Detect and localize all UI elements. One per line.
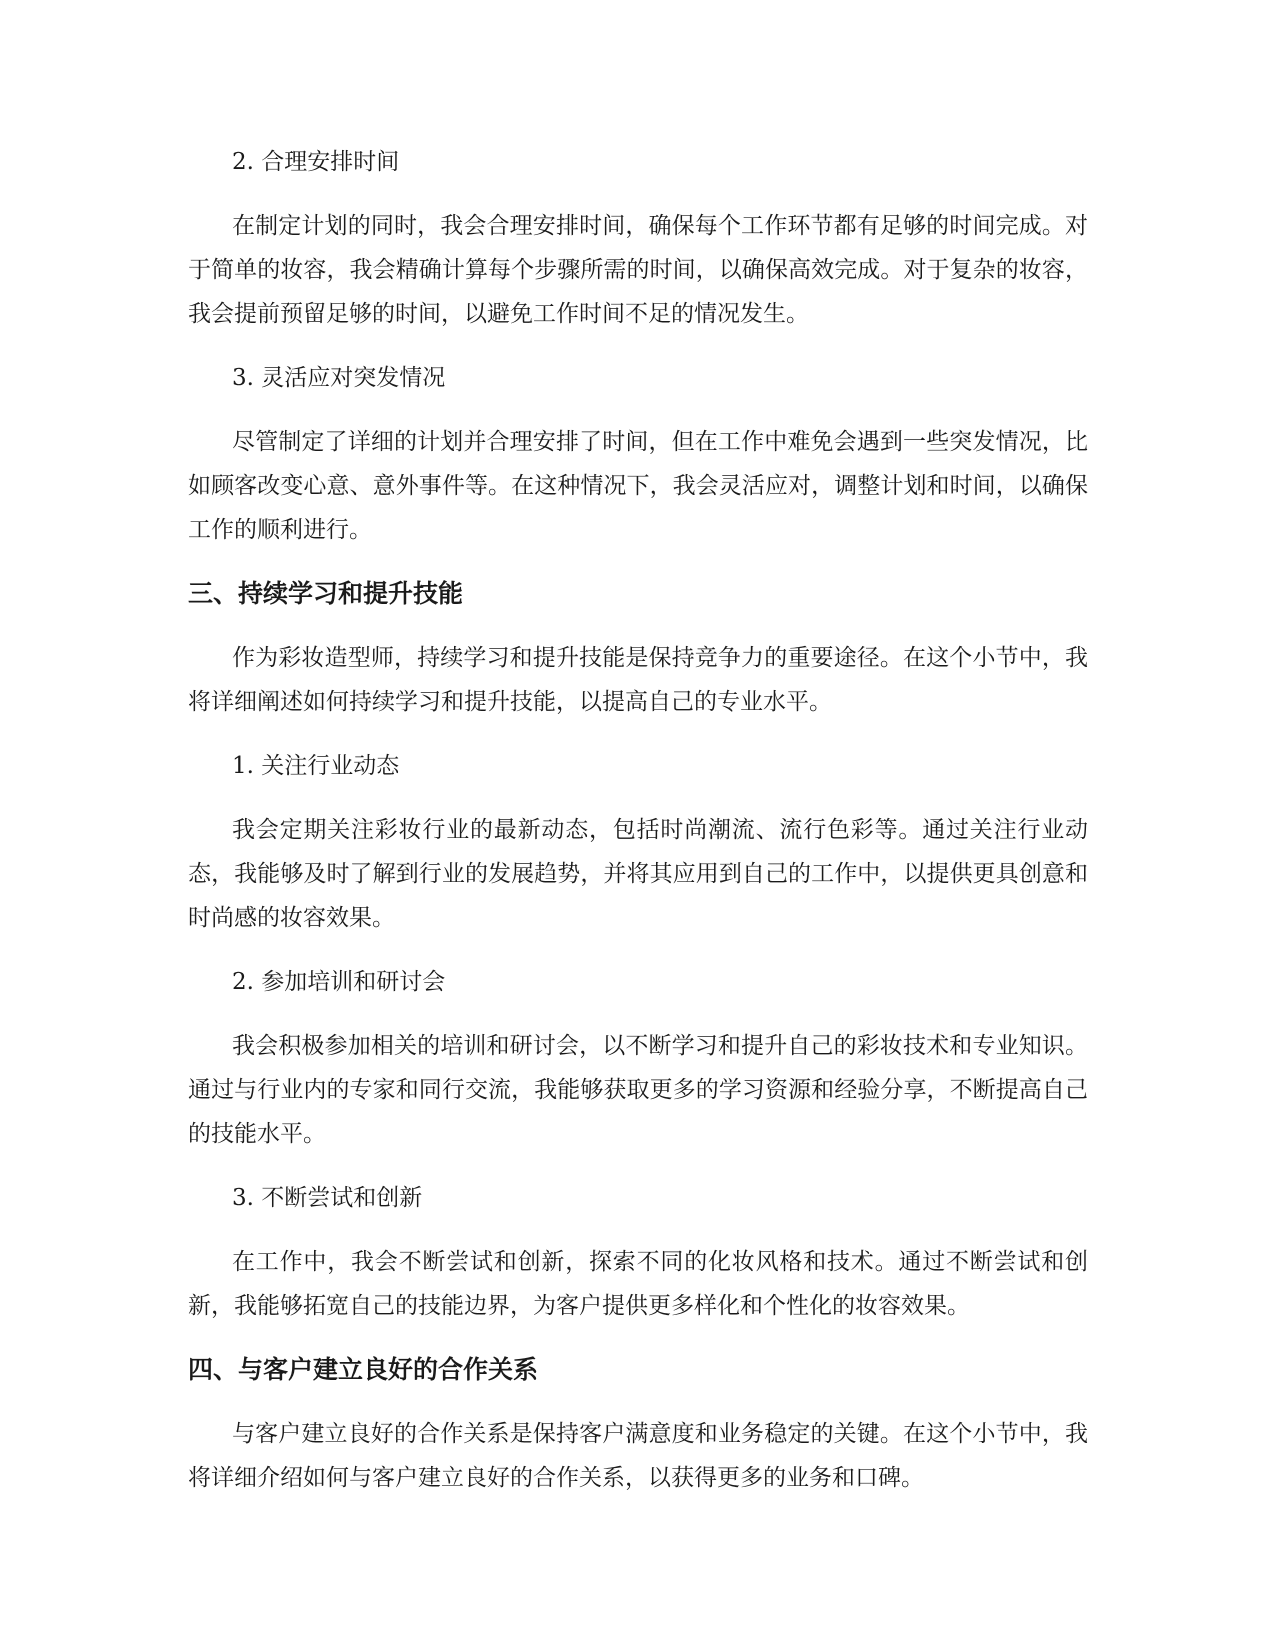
paragraph-industry-trends: 我会定期关注彩妆行业的最新动态，包括时尚潮流、流行色彩等。通过关注行业动态，我能够及时了解到行业的发展趋势，并将其应用到自己的工作中，以提供更具创意和时尚感的妆容效果。 — [188, 817, 1088, 931]
paragraph-learning-intro: 作为彩妆造型师，持续学习和提升技能是保持竞争力的重要途径。在这个小节中，我将详细阐述如何持续学习和提升技能，以提高自己的专业水平。 — [188, 645, 1088, 715]
subsection-innovation: 3. 不断尝试和创新 — [232, 1185, 423, 1211]
paragraph-emergency-handling: 尽管制定了详细的计划并合理安排了时间，但在工作中难免会遇到一些突发情况，比如顾客改变心意、意外事件等。在这种情况下，我会灵活应对，调整计划和时间，以确保工作的顺利进行。 — [188, 429, 1088, 543]
subsection-training: 2. 参加培训和研讨会 — [232, 969, 446, 995]
paragraph-client-relations-intro: 与客户建立良好的合作关系是保持客户满意度和业务稳定的关键。在这个小节中，我将详细介绍如何与客户建立良好的合作关系，以获得更多的业务和口碑。 — [188, 1421, 1088, 1491]
document-body — [188, 140, 1088, 1520]
subsection-industry-trends: 1. 关注行业动态 — [232, 753, 400, 779]
section-heading-client-relations: 四、与客户建立良好的合作关系 — [188, 1355, 539, 1384]
paragraph-time-arrangement: 在制定计划的同时，我会合理安排时间，确保每个工作环节都有足够的时间完成。对于简单的妆容，我会精确计算每个步骤所需的时间，以确保高效完成。对于复杂的妆容，我会提前预留足够的时间，以避免工作时间不足的情况发生。 — [188, 213, 1088, 327]
section-heading-learning: 三、持续学习和提升技能 — [188, 579, 464, 608]
paragraph-training: 我会积极参加相关的培训和研讨会，以不断学习和提升自己的彩妆技术和专业知识。通过与行业内的专家和同行交流，我能够获取更多的学习资源和经验分享，不断提高自己的技能水平。 — [188, 1033, 1088, 1147]
paragraph-innovation: 在工作中，我会不断尝试和创新，探索不同的化妆风格和技术。通过不断尝试和创新，我能够拓宽自己的技能边界，为客户提供更多样化和个性化的妆容效果。 — [188, 1249, 1088, 1319]
subsection-time-arrangement: 2. 合理安排时间 — [232, 149, 400, 175]
subsection-emergency-handling: 3. 灵活应对突发情况 — [232, 365, 446, 391]
